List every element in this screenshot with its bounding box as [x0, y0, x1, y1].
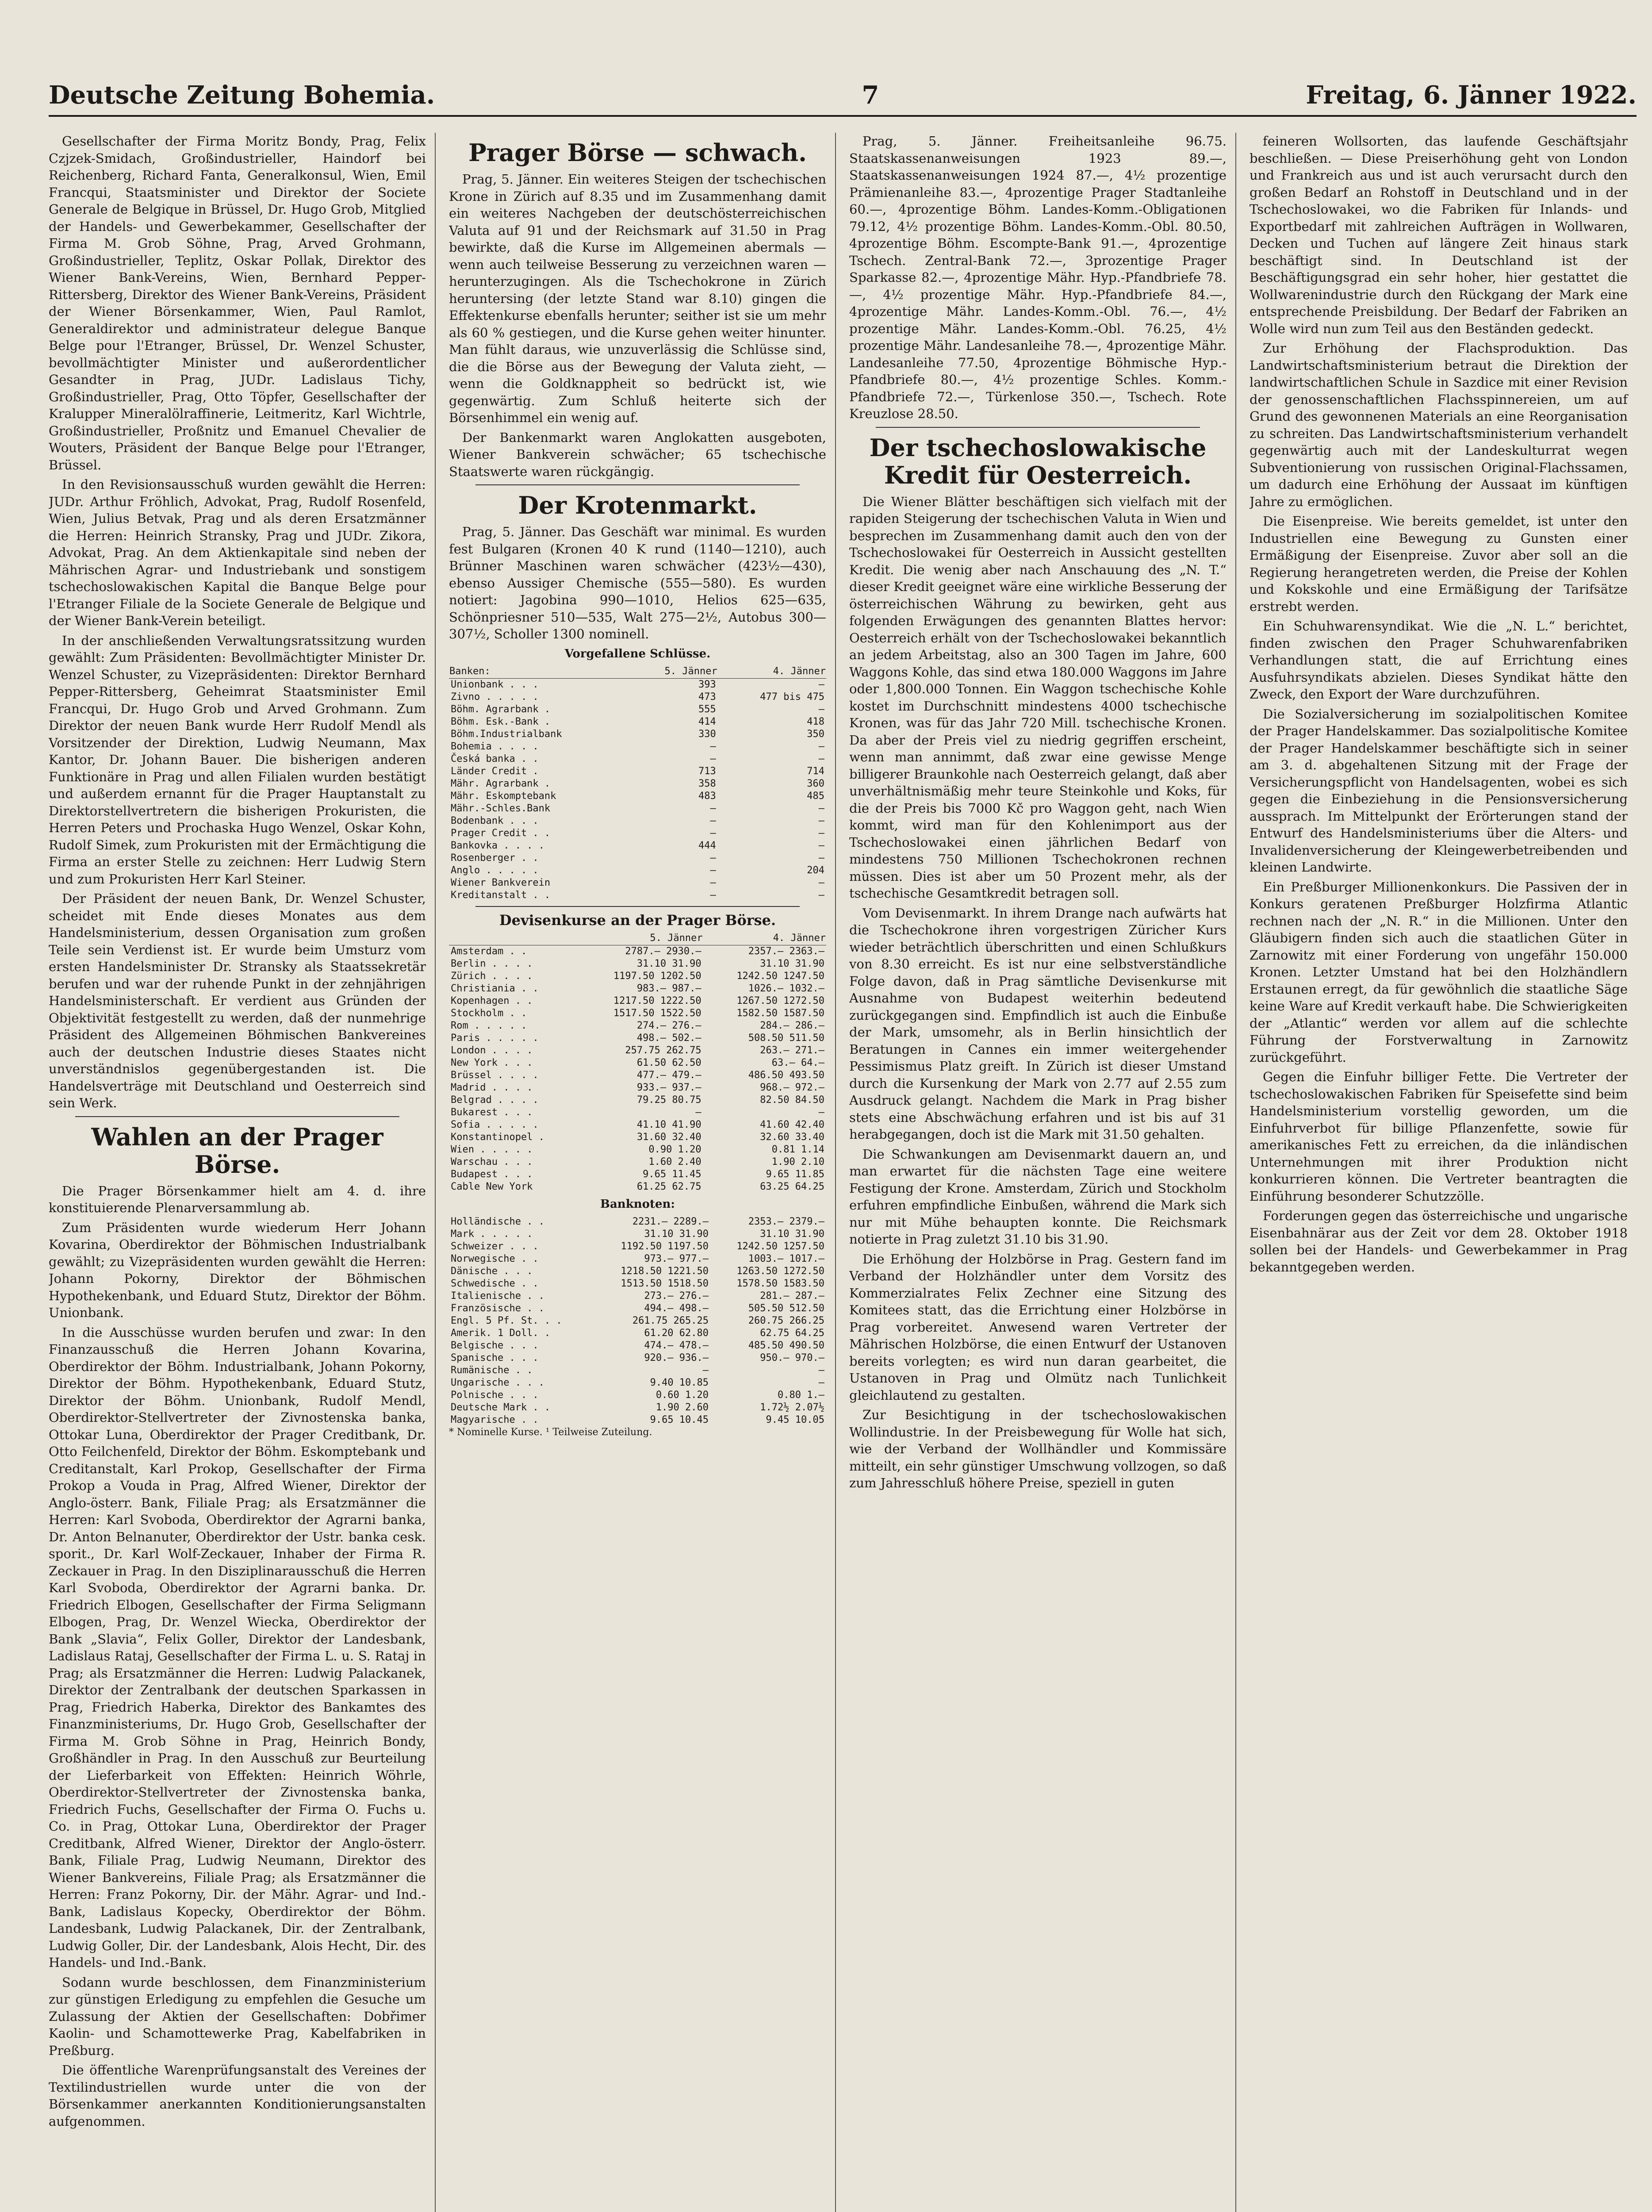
table-cell: Cable New York — [451, 1181, 533, 1192]
column-4 — [1250, 133, 1637, 2212]
table-row — [449, 716, 826, 728]
paragraph: Die Schwankungen am Devisenmarkt dauern an, und man erwartet für die nächsten Tage eine weitere Festigung der Krone. Amsterdam, Zürich und Stockholm erfuhren empfindliche Einbußen, während die Mark sich nur mit Mühe behaupten konnte. Die Reichsmark notierte in Prag zuletzt 31.10 bis 31.90. — [849, 1146, 1227, 1247]
table-row — [449, 852, 826, 864]
table-cell: — — [710, 890, 716, 901]
table-header-cell: 5. Jänner — [632, 665, 717, 679]
table-cell: Mähr. Agrarbank . — [451, 778, 551, 789]
table-cell: 1267.50 1272.50 — [736, 995, 824, 1006]
table-row — [449, 1240, 826, 1253]
table-cell: 260.75 266.25 — [748, 1315, 824, 1326]
divider — [475, 484, 800, 485]
table-cell: Stockholm . . — [451, 1008, 527, 1019]
table-row — [449, 877, 826, 889]
table-row — [449, 1302, 826, 1315]
table-header-cell: 5. Jänner — [580, 932, 703, 945]
divider — [75, 1116, 399, 1117]
table-cell: Warschau . . . — [451, 1156, 533, 1167]
paragraph: Zum Präsidenten wurde wiederum Herr Johann Kovarina, Oberdirektor der Böhmischen Industrialbank gewählt; zu Vizepräsidenten wurden gewählt die Herren: Johann Pokorny, Direktor der Böhmischen Hypothekenbank, und Eduard Stutz, Direktor der Böhm. Unionbank. — [49, 1220, 426, 1320]
table-title: Banknoten: — [600, 1198, 675, 1211]
table-cell: — — [818, 704, 824, 715]
table-cell: 485 — [807, 791, 824, 802]
table-cell: 1.90 2.10 — [771, 1156, 824, 1167]
paragraph: Ein Preßburger Millionenkonkurs. Die Passiven der in Konkurs geratenen Preßburger Holzfirma Atlantic rechnen nach der „N. R.“ in die Millionen. Unter den Gläubigern finden sich auch die staatlichen Güter in Zarnowitz mit einer Forderung von ungefähr 150.000 Kronen. Letzter Umstand hat bei den Holzhändlern Erstaunen erregt, da für gewöhnlich die staatliche Säge keine Ware auf Kredit verkauft habe. Die Schwierigkeiten der „Atlantic“ werden vor allem auf die schlechte Führung der Forstverwaltung in Zarnowitz zurückgeführt. — [1250, 879, 1628, 1065]
stock-table — [449, 665, 826, 902]
table-cell: 393 — [698, 679, 716, 690]
table-row — [449, 983, 826, 995]
table-row — [449, 1082, 826, 1094]
table-cell: Magyarische . . — [451, 1414, 539, 1425]
table-row — [449, 1181, 826, 1193]
table-cell: 483 — [698, 791, 716, 802]
table-row — [449, 1144, 826, 1156]
footnote: * Nominelle Kurse. ¹ Teilweise Zuteilung. — [449, 1426, 652, 1438]
table-cell: 41.10 41.90 — [636, 1119, 701, 1130]
table-cell: Länder Credit . — [451, 766, 539, 777]
table-cell: Rosenberger . . — [451, 853, 539, 864]
table-row — [449, 995, 826, 1007]
table-header-cell: 4. Jänner — [718, 665, 826, 679]
paragraph: In die Ausschüsse wurden berufen und zwar: In den Finanzausschuß die Herren Johann Kovarina, Oberdirektor der Böhm. Industrialbank, Johann Pokorny, Direktor der Böhm. Hypothekenbank, Eduard Stutz, Direktor der Böhm. Unionbank, Rudolf Mendl, Oberdirektor-Stellvertreter der Zivnostenska banka, Ottokar Luna, Oberdirektor der Prager Creditbank, Dr. Otto Feilchenfeld, Direktor der Böhm. Eskomptebank und Creditanstalt, Karl Prokop, Gesellschafter der Firma Prokop a Vouda in Prag, Alfred Wiener, Direktor der Anglo-österr. Bank, Filiale Prag; als Ersatzmänner die Herren: Karl Svoboda, Oberdirektor der Agrarni banka, Dr. Anton Belnanuter, Oberdirektor der Ustr. banka cesk. sporit., Dr. Karl Wolf-Zeckauer, Inhaber der Firma R. Zeckauer in Prag. In den Disziplinarausschuß die Herren Karl Svoboda, Oberdirektor der Agrarni banka. Dr. Friedrich Elbogen, Gesellschafter der Firma Seligmann Elbogen, Prag, Dr. Wenzel Wiecka, Oberdirektor der Bank „Slavia“, Felix Goller, Direktor der Landesbank, Ladislaus Rataj, Gesellschafter der Firma L. u. S. Rataj in Prag; als Ersatzmänner die Herren: Ludwig Palackanek, Direktor der Zentralbank der deutschen Sparkassen in Prag, Friedrich Haberka, Direktor des Bankamtes des Finanzministeriums, Dr. Hugo Grob, Gesellschafter der Firma M. Grob Söhne in Prag, Heinrich Bondy, Großhändler in Prag. In den Ausschuß zur Beurteilung der Lieferbarkeit von Effekten: Heinrich Wöhrle, Oberdirektor-Stellvertreter der Zivnostenska banka, Friedrich Fuchs, Gesellschafter der Firma O. Fuchs u. Co. in Prag, Ottokar Luna, Oberdirektor der Prager Creditbank, Alfred Wiener, Direktor der Anglo-österr. Bank, Filiale Prag, Ludwig Neumann, Direktor des Wiener Bankvereins, Filiale Prag; als Ersatzmänner die Herren: Franz Pokorny, Dir. der Mähr. Agrar- und Ind.-Bank, Ladislaus Kopecky, Oberdirektor der Böhm. Landesbank, Ludwig Palackanek, Dir. der Zentralbank, Ludwig Goller, Dir. der Landesbank, Alois Hecht, Dir. des Handels- und Ind.-Bank. — [49, 1325, 426, 1970]
paragraph: In der anschließenden Verwaltungsratssitzung wurden gewählt: Zum Präsidenten: Bevollmächtigter Minister Dr. Wenzel Schuster, zu Vizepräsidenten: Direktor Bernhard Pepper-Rittersberg, Geheimrat Staatsminister Emil Francqui, Dr. Hugo Grob und Arved Grohmann. Zum Direktor der neuen Bank wurde Herr Rudolf Mendl als Vorsitzender der Direktion, Ludwig Neumann, Max Kantor, Dr. Johann Bauer. Die bisherigen anderen Funktionäre in Prag und allen Filialen wurden bestätigt und außerdem ernannt für die Prager Hauptanstalt zu Direktorstellvertretern die bisherigen Prokuristen, die Herren Peters und Prochaska Hugo Wenzel, Oskar Kohn, Rudolf Simek, zum Prokuristen mit der Ermächtigung die Firma an erster Stelle zu zeichnen: Herr Ludwig Stern und zum Prokuristen Herr Karl Steiner. — [49, 633, 426, 887]
table-cell: 31.60 32.40 — [636, 1132, 701, 1143]
table-cell: London . . . . — [451, 1045, 533, 1056]
paragraph: Die Wiener Blätter beschäftigen sich vielfach mit der rapiden Steigerung der tschechischen Valuta in Wien und besprechen im Zusammenhang damit auch den von der Tschechoslowakei für Oesterreich in Aussicht gestellten Kredit. Die wenig aber nach Anschauung des „N. T.“ dieser Kredit geeignet wäre eine wirkliche Besserung der österreichischen Währung zu bewirken, geht aus folgenden Erwägungen des genannten Blattes hervor: Oesterreich erhält von der Tschechoslowakei bekanntlich an jedem Arbeitstag, also an 300 Tagen im Jahre, 600 Waggons Kohle, das sind etwa 180.000 Waggons im Jahre oder 1,800.000 Tonnen. Ein Waggon tschechische Kohle kostet im Durchschnitt mindestens 4000 tschechische Kronen, was für das Jahr 720 Mill. tschechische Kronen. Da aber der Preis viel zu niedrig gegriffen erscheint, wenn man annimmt, daß zwar eine gewisse Menge billigerer Braunkohle nach Oesterreich gelangt, daß aber unverhältnismäßig mehr teure Steinkohle und Koks, für die der Preis bis 7000 Kč pro Waggon geht, nach Wien kommt, wird man für den Kohlenimport aus der Tschechoslowakei einen jährlichen Bedarf von mindestens 750 Millionen Tschechokronen rechnen müssen. Dies ist aber um 50 Prozent mehr, als der tschechische Gesamtkredit betragen soll. — [849, 494, 1227, 901]
table-cell: 477 bis 475 — [760, 691, 824, 703]
article-heading: Der Krotenmarkt. — [518, 491, 757, 519]
table-cell: 933.— 937.— — [636, 1082, 701, 1093]
table-cell: 1217.50 1222.50 — [613, 995, 701, 1006]
table-row — [449, 970, 826, 983]
page-header — [49, 75, 1637, 117]
article-heading: Der tschechoslowakische Kredit für Oesterreich. — [869, 433, 1207, 489]
table-row — [449, 1402, 826, 1414]
table-cell: 32.60 33.40 — [760, 1132, 824, 1143]
table-row — [449, 1032, 826, 1045]
table-cell: Böhm. Esk.-Bank . — [451, 716, 551, 727]
table-cell: 82.50 84.50 — [760, 1094, 824, 1106]
table-row — [449, 1106, 826, 1119]
table-cell: 2357.— 2363.— — [748, 946, 824, 957]
table-cell: — — [818, 1107, 824, 1118]
table-cell: Norwegische . . — [451, 1253, 539, 1264]
table-cell: 414 — [698, 716, 716, 727]
table-cell: 1197.50 1202.50 — [613, 971, 701, 982]
table-cell: 61.20 62.80 — [644, 1327, 709, 1339]
paragraph: feineren Wollsorten, das laufende Geschäftsjahr beschließen. — Diese Preiserhöhung geht von London und Frankreich aus und ist auch verursacht durch den großen Bedarf an Rohstoff in Deutschland und in der Tschechoslowakei, wo die Fabriken für Inlands- und Exportbedarf mit zahlreichen Aufträgen in Wollwaren, Decken und Tuchen auf längere Zeit hinaus stark beschäftigt sind. In Deutschland ist der Beschäftigungsgrad ein sehr hoher, hier gestattet die Wollwarenindustrie durch den Rückgang der Mark eine entsprechende Preisbildung. Der Bedarf der Fabriken an Wolle wird nun zum Teil aus den Beständen gedeckt. — [1250, 134, 1628, 336]
table-cell: 477.— 479.— — [636, 1070, 701, 1081]
table-cell: 1578.50 1583.50 — [736, 1278, 824, 1289]
columns — [49, 133, 1637, 2212]
table-row — [449, 1216, 826, 1228]
table-cell: Engl. 5 Pf. St. . . — [451, 1315, 562, 1326]
table-cell: — — [818, 853, 824, 864]
table-cell: — — [710, 853, 716, 864]
table-row — [449, 815, 826, 827]
table-cell: 0.90 1.20 — [648, 1144, 701, 1155]
table-cell: 1218.50 1221.50 — [621, 1265, 709, 1277]
table-cell: Bankovka . . . . — [451, 840, 544, 851]
paragraph: Der Bankenmarkt waren Anglokatten ausgeboten, Wiener Bankverein schwächer; 65 tschechische Staatswerte waren rückgängig. — [449, 430, 826, 479]
table-cell: 261.75 265.25 — [632, 1315, 709, 1326]
table-row — [449, 741, 826, 753]
table-cell: 62.75 64.25 — [760, 1327, 824, 1339]
table-cell: 358 — [698, 778, 716, 789]
table-cell: 257.75 262.75 — [625, 1045, 701, 1056]
table-cell: 920.— 936.— — [644, 1352, 709, 1363]
table-cell: Deutsche Mark . . — [451, 1402, 551, 1413]
table-cell: 1582.50 1587.50 — [736, 1008, 824, 1019]
table-cell: Amsterdam . . — [451, 946, 527, 957]
table-row — [449, 889, 826, 902]
table-cell: 0.80 1.— — [778, 1389, 824, 1401]
paragraph: Prag, 5. Jänner. Das Geschäft war minimal. Es wurden fest Bulgaren (Kronen 40 K rund (1140—1210), auch Brünner Maschinen waren schwächer (423½—430), ebenso Aussiger Chemische (555—580). Es wurden notiert: Jagobina 990—1010, Helios 625—635, Schönpriesner 510—535, Walt 275—2½, Autobus 300—307½, Scholler 1300 nominell. — [449, 524, 826, 641]
table-cell: Mähr. Eskomptebank — [451, 791, 556, 802]
table-header-cell: 4. Jänner — [703, 932, 826, 945]
table-cell: 2231.— 2289.— — [632, 1216, 709, 1227]
table-cell: Polnische . . . — [451, 1389, 539, 1401]
table-cell: 360 — [807, 778, 824, 789]
table-cell: Konstantinopel . — [451, 1132, 544, 1143]
table-cell: 444 — [698, 840, 716, 851]
paragraph: Zur Besichtigung in der tschechoslowakischen Wollindustrie. In der Preisbewegung für Wolle hat sich, wie der Verband der Wollhändler und Kommissäre mitteilt, ein sehr günstiger Umschwung vollzogen, so daß zum Jahresschluß höhere Preise, speziell in guten — [849, 1407, 1227, 1490]
paragraph: Forderungen gegen das österreichische und ungarische Eisenbahnärar aus der Zeit vor dem 28. Oktober 1918 sollen bei der Handels- und Gewerbekammer in Prag bekanntgegeben werden. — [1250, 1208, 1628, 1275]
table-cell: — — [818, 815, 824, 826]
currency-table — [449, 932, 826, 1193]
table-cell: 1.90 2.60 — [655, 1402, 709, 1413]
table-cell: — — [818, 803, 824, 814]
table-cell: Česká banka . . — [451, 753, 539, 764]
newspaper-title: Deutsche Zeitung Bohemia. — [49, 81, 435, 110]
table-cell: — — [702, 1364, 709, 1376]
table-row — [449, 1352, 826, 1364]
table-row — [449, 753, 826, 765]
table-row — [449, 864, 826, 877]
table-row — [449, 765, 826, 778]
table-row — [449, 1315, 826, 1327]
table-row — [449, 1069, 826, 1082]
table-row — [449, 945, 826, 958]
table-row — [449, 1168, 826, 1181]
table-row — [449, 778, 826, 790]
table-cell: 473 — [698, 691, 716, 703]
banknote-table — [449, 1216, 826, 1426]
table-cell: 204 — [807, 865, 824, 876]
table-cell: 273.— 276.— — [644, 1290, 709, 1302]
table-cell: 31.10 31.90 — [760, 958, 824, 969]
table-row — [449, 1377, 826, 1389]
table-cell: 281.— 287.— — [760, 1290, 824, 1302]
table-row — [449, 803, 826, 815]
table-cell: New York . . . — [451, 1057, 533, 1068]
table-cell: 2353.— 2379.— — [748, 1216, 824, 1227]
table-cell: 950.— 970.— — [760, 1352, 824, 1363]
table-cell: Mähr.-Schles.Bank — [451, 803, 551, 814]
table-cell: 498.— 502.— — [636, 1033, 701, 1044]
table-cell: Anglo . . . . . — [451, 865, 539, 876]
table-title: Vorgefallene Schlüsse. — [564, 647, 711, 661]
table-row — [449, 1057, 826, 1069]
table-cell: Bodenbank . . . — [451, 815, 539, 826]
paragraph: Die Sozialversicherung im sozialpolitischen Komitee der Prager Handelskammer. Das sozialpolitische Komitee der Prager Handelskammer beschäftigte sich in seiner am 3. d. abgehaltenen Sitzung mit der Frage der Versicherungspflicht von Handelsagenten, wobei es sich gegen die Einbeziehung in die Pensionsversicherung aussprach. Im Mittelpunkt der Erörterungen stand der Entwurf des Handelsministeriums über die Alters- und Invalidenversicherung der Kleingewerbetreibenden und kleinen Landwirte. — [1250, 706, 1628, 875]
table-cell: 0.81 1.14 — [771, 1144, 824, 1155]
table-row — [449, 958, 826, 970]
table-cell: 9.65 10.45 — [650, 1414, 709, 1425]
table-cell: 714 — [807, 766, 824, 777]
table-cell: Unionbank . . . — [451, 679, 539, 690]
page-number: 7 — [862, 81, 879, 110]
table-cell: 1192.50 1197.50 — [621, 1240, 709, 1252]
paragraph: Die Eisenpreise. Wie bereits gemeldet, ist unter den Industriellen eine Bewegung zu Gunsten einer Ermäßigung der Eisenpreise. Zuvor aber soll an die Regierung herangetreten werden, die Preise der Kohlen und Kokskohle und eine Ermäßigung der Tarifsätze erstrebt werden. — [1250, 514, 1628, 614]
table-cell: Wien . . . . . — [451, 1144, 533, 1155]
table-cell: Kopenhagen . . — [451, 995, 533, 1006]
table-cell: Zürich . . . . — [451, 971, 533, 982]
table-cell: 63.— 64.— — [771, 1057, 824, 1068]
table-cell: 1003.— 1017.— — [748, 1253, 824, 1264]
article-heading: Wahlen an der Prager Börse. — [91, 1122, 383, 1179]
paragraph: Die öffentliche Warenprüfungsanstalt des Vereines der Textilindustriellen wurde unter die von der Börsenkammer anerkannten Konditionierungsanstalten aufgenommen. — [49, 2062, 426, 2129]
table-cell: Schweizer . . . — [451, 1240, 539, 1252]
paragraph: Prag, 5. Jänner. Ein weiteres Steigen der tschechischen Krone in Zürich auf 8.35 und im Zusammenhang damit ein weiteres Nachgeben der deutschösterreichischen Valuta auf 91 und der Reichsmark auf 31.50 in Prag bewirkte, daß die Kurse im Allgemeinen abermals — wenn auch teilweise Besserung zu verzeichnen waren — herunterzugingen. Als die Tschechokrone in Zürich heruntersing (der letzte Stand war 8.10) gingen die Effektenkurse ebenfalls herunter; seither ist sie um mehr als 60 % gestiegen, und die Kurse gehen weiter hinunter. Man fühlt daraus, wie unzuverlässig die Schlüsse sind, die die Börse aus der Bewegung der Valuta zieht, — wenn die Goldknappheit so bedrückt ist, wie gegenwärtig. Zum Schluß heiterte sich der Börsenhimmel ein wenig auf. — [449, 172, 826, 425]
column-2 — [449, 133, 836, 2212]
table-cell: 350 — [807, 729, 824, 740]
table-row — [449, 703, 826, 716]
table-cell: 2787.— 2930.— — [625, 946, 701, 957]
table-cell: — — [710, 828, 716, 839]
table-cell: — — [818, 890, 824, 901]
table-cell: — — [818, 877, 824, 888]
table-cell: — — [818, 828, 824, 839]
table-cell: — — [710, 741, 716, 752]
paragraph: Vom Devisenmarkt. In ihrem Drange nach aufwärts hat die Tschechokrone ihren vorgestrigen Züricher Kurs wieder beträchtlich überschritten und einen Schlußkurs von 8.30 erreicht. Es ist nur eine selbstverständliche Folge davon, daß in Prag sämtliche Devisenkurse mit Ausnahme von Budapest weiterhin bedeutend zurückgegangen sind. Empfindlich ist auch die Einbuße der Mark, umsomehr, als in Berlin hinsichtlich der Beratungen in Cannes ein immer weitergehender Pessimismus Platz greift. In Zürich ist dieser Umstand durch die Kursenkung der Mark von 2.77 auf 2.55 zum Ausdruck gelangt. Nachdem die Mark in Prag bisher stets eine Abschwächung erfahren und ist bis auf 31 herabgegangen, doch ist die Mark mit 31.50 gehalten. — [849, 905, 1227, 1142]
paragraph: Der Präsident der neuen Bank, Dr. Wenzel Schuster, scheidet mit Ende dieses Monates aus dem Handelsministerium, dessen Organisation zum großen Teile sein Verdienst ist. Er wurde beim Umsturz vom ersten Handelsminister Dr. Stransky als Staatssekretär berufen und war der ruhende Punkt in der zehnjährigen Handelsministerschaft. Er verdient aus Gründen der Objektivität festgestellt zu werden, daß der nunmehrige Präsident des Allgemeinen Böhmischen Bankvereines auch der deutschen Industrie dieses Staates nicht unverständnislos gegenübergestanden ist. Die Handelsverträge mit Deutschland und Oesterreich sind sein Werk. — [49, 891, 426, 1110]
table-cell: — — [710, 865, 716, 876]
table-cell: 1.72½ 2.07½ — [760, 1402, 824, 1413]
table-row — [449, 1007, 826, 1020]
table-cell: 1.60 2.40 — [648, 1156, 701, 1167]
table-cell: 713 — [698, 766, 716, 777]
table-cell: 1517.50 1522.50 — [613, 1008, 701, 1019]
table-cell: 79.25 80.75 — [636, 1094, 701, 1106]
table-cell: — — [710, 803, 716, 814]
table-cell: 968.— 972.— — [760, 1082, 824, 1093]
column-1 — [49, 133, 436, 2212]
table-row — [449, 827, 826, 840]
table-cell: 63.25 64.25 — [760, 1181, 824, 1192]
table-cell: Amerik. 1 Doll. . — [451, 1327, 551, 1339]
table-cell: Madrid . . . . — [451, 1082, 533, 1093]
table-cell: Rumänische . . — [451, 1364, 533, 1376]
table-row — [449, 1119, 826, 1131]
table-row — [449, 1045, 826, 1057]
table-cell: Französische . . — [451, 1302, 544, 1314]
paragraph: Sodann wurde beschlossen, dem Finanzministerium zur günstigen Erledigung zu empfehlen die Gesuche um Zulassung der Aktien der Gesellschaften: Dobřimer Kaolin- und Schamottewerke Prag, Kabelfabriken in Preßburg. — [49, 1974, 426, 2058]
table-cell: 31.10 31.90 — [636, 958, 701, 969]
article-heading: Prager Börse — schwach. — [468, 138, 807, 167]
table-row — [449, 1278, 826, 1290]
table-cell: Böhm.Industrialbank — [451, 729, 562, 740]
table-cell: — — [710, 877, 716, 888]
table-heading: Devisenkurse an der Prager Börse. — [499, 912, 776, 929]
paragraph: Prag, 5. Jänner. Freiheitsanleihe 96.75. Staatskassenanweisungen 1923 89.—, Staatskassenanweisungen 1924 87.—, 4½ prozentige Prämienanleihe 83.—, 4prozentige Prager Stadtanleihe 60.—, 4prozentige Böhm. Landes-Komm.-Obligationen 79.12, 4½ prozentige Böhm. Landes-Komm.-Obl. 80.50, 4prozentige Böhm. Escompte-Bank 91.—, 4prozentige Tschech. Zentral-Bank 72.—, 3prozentige Prager Sparkasse 82.—, 4prozentige Mähr. Hyp.-Pfandbriefe 78.—, 4½ prozentige Mähr. Hyp.-Pfandbriefe 84.—, 4prozentige Mähr. Landes-Komm.-Obl. 76.—, 4½ prozentige Mähr. Landes-Komm.-Obl. 76.25, 4½ prozentige Mähr. Landesanleihe 78.—, 4prozentige Mähr. Landesanleihe 77.50, 4prozentige Böhmische Hyp.-Pfandbriefe 80.—, 4½ prozentige Schles. Komm.-Pfandbriefe 72.—, Türkenlose 350.—, Tschech. Rote Kreuzlose 28.50. — [849, 134, 1227, 421]
divider — [876, 427, 1200, 428]
table-cell: 474.— 478.— — [644, 1340, 709, 1351]
table-cell: Ungarische . . . — [451, 1377, 544, 1388]
table-cell: 9.45 10.05 — [766, 1414, 824, 1425]
table-cell: — — [818, 1377, 824, 1388]
table-cell: 1242.50 1247.50 — [736, 971, 824, 982]
table-cell: Budapest . . . — [451, 1169, 533, 1180]
table-cell: 41.60 42.40 — [760, 1119, 824, 1130]
table-cell: 1263.50 1272.50 — [736, 1265, 824, 1277]
table-cell: 983.— 987.— — [636, 983, 701, 994]
table-cell: 508.50 511.50 — [748, 1033, 824, 1044]
table-cell: Paris . . . . . — [451, 1033, 539, 1044]
column-3 — [849, 133, 1236, 2212]
table-cell: 61.25 62.75 — [636, 1181, 701, 1192]
table-row — [449, 1340, 826, 1352]
table-cell: — — [818, 1364, 824, 1376]
table-cell: 486.50 493.50 — [748, 1070, 824, 1081]
table-cell: Böhm. Agrarbank . — [451, 704, 551, 715]
paragraph: Zur Erhöhung der Flachsproduktion. Das Landwirtschaftsministerium betraut die Direktion der landwirtschaftlichen Schule in Sazdice mit einer Revision der genossenschaftlichen Flachsspinnereien, um auf Grund des gewonnenen Materials an eine Reorganisation zu schreiten. Das Landwirtschaftsministerium verhandelt gegenwärtig auch mit der Landeskulturrat wegen Subventionierung von russischen Original-Flachssamen, um dadurch eine Erhöhung der Aussaat im künftigen Jahre zu ermöglichen. — [1250, 341, 1628, 509]
table-cell: 31.10 31.90 — [760, 1228, 824, 1240]
table-cell: 263.— 271.— — [760, 1045, 824, 1056]
table-cell: 284.— 286.— — [760, 1020, 824, 1031]
table-cell: Brüssel . . . . — [451, 1070, 539, 1081]
table-cell: Dänische . . . — [451, 1265, 533, 1277]
table-row — [449, 1094, 826, 1106]
table-cell: Berlin . . . . — [451, 958, 533, 969]
table-row — [449, 691, 826, 703]
table-cell: Holländische . . — [451, 1216, 544, 1227]
table-header-cell: Banken: — [449, 665, 632, 679]
table-cell: 973.— 977.— — [644, 1253, 709, 1264]
paragraph: Gesellschafter der Firma Moritz Bondy, Prag, Felix Czjzek-Smidach, Großindustrieller, Haindorf bei Reichenberg, Richard Fanta, Generalkonsul, Wien, Emil Francqui, Staatsminister und Direktor der Societe Generale de Belgique in Brüssel, Dr. Hugo Grob, Mitglied der Handels- und Gewerbekammer, Gesellschafter der Firma M. Grob Söhne, Prag, Arved Grohmann, Großindustrieller, Teplitz, Oskar Pollak, Direktor des Wiener Bank-Vereins, Wien, Bernhard Pepper-Rittersberg, Direktor des Wiener Bank-Vereins, Präsident der Wiener Börsenkammer, Wien, Paul Ramlot, Generaldirektor und administrateur delegue Banque Belge pour l'Etranger, Brüssel, Dr. Wenzel Schuster, bevollmächtigter Minister und außerordentlicher Gesandter in Prag, JUDr. Ladislaus Tichy, Großindustrieller, Prag, Otto Töpfer, Gesellschafter der Kralupper Mineralölraffinerie, Leitmeritz, Karl Wichtrle, Großindustrieller, Proßnitz und Emanuel Chevalier de Wouters, Präsident der Banque Belge pour l'Etranger, Brüssel. — [49, 134, 426, 472]
table-cell: Mark . . . . . — [451, 1228, 533, 1240]
table-cell: Wiener Bankverein — [451, 877, 551, 888]
table-cell: Kreditanstalt . . — [451, 890, 551, 901]
table-cell: — — [818, 741, 824, 752]
paragraph: Gegen die Einfuhr billiger Fette. Die Vertreter der tschechoslowakischen Fabriken für Speisefette sind beim Handelsministerium vorstellig geworden, um die Einfuhrverbot für billige Pflanzenfette, sowie für amerikanisches Fett zu erreichen, da die inländischen Unternehmungen mit ihrer Produktion nicht konkurrieren können. Die Vertreter beantragten die Einführung besonderer Schutzzölle. — [1250, 1069, 1628, 1204]
issue-date: Freitag, 6. Jänner 1922. — [1306, 81, 1637, 110]
table-cell: 9.65 11.45 — [643, 1169, 701, 1180]
table-cell: — — [710, 753, 716, 764]
table-cell: 505.50 512.50 — [748, 1302, 824, 1314]
table-row — [449, 1156, 826, 1168]
paragraph: Ein Schuhwarensyndikat. Wie die „N. L.“ berichtet, finden zwischen den Prager Schuhwarenfabriken Verhandlungen statt, die auf Errichtung eines Ausfuhrsyndikats abzielen. Dieses Syndikat hätte den Zweck, den Export der Ware durchzuführen. — [1250, 618, 1628, 702]
table-cell: 555 — [698, 704, 716, 715]
table-cell: — — [710, 815, 716, 826]
table-row — [449, 1290, 826, 1302]
table-cell: Italienische . . — [451, 1290, 544, 1302]
table-row — [449, 1265, 826, 1278]
table-cell: 274.— 276.— — [636, 1020, 701, 1031]
table-row — [449, 1253, 826, 1265]
table-cell: Bukarest . . . — [451, 1107, 533, 1118]
table-row — [449, 1327, 826, 1340]
table-row — [449, 1131, 826, 1144]
table-cell: 9.40 10.85 — [650, 1377, 709, 1388]
table-row — [449, 1414, 826, 1426]
table-cell: 330 — [698, 729, 716, 740]
paragraph: Die Prager Börsenkammer hielt am 4. d. ihre konstituierende Plenarversammlung ab. — [49, 1183, 426, 1215]
table-cell: 31.10 31.90 — [644, 1228, 709, 1240]
table-row — [449, 728, 826, 741]
table-cell: Sofia . . . . . — [451, 1119, 539, 1130]
table-cell: Bohemia . . . . — [451, 741, 539, 752]
table-cell: 494.— 498.— — [644, 1302, 709, 1314]
paragraph: Die Erhöhung der Holzbörse in Prag. Gestern fand im Verband der Holzhändler unter dem Vorsitz des Kommerzialrates Felix Zechner eine Sitzung des Komitees statt, das die Errichtung einer Holzbörse in Prag vorbereitet. Anwesend waren Vertreter der Mährischen Holzbörse, die einen Entwurf der Ustanoven bereits vorlegten; es wird nun daran gearbeitet, die Ustanoven in Prag und Olmütz nach Tunlichkeit gleichlautend zu gestalten. — [849, 1251, 1227, 1403]
table-cell: 61.50 62.50 — [636, 1057, 701, 1068]
table-cell: Spanische . . . — [451, 1352, 539, 1363]
table-cell: 9.65 11.85 — [766, 1169, 824, 1180]
table-cell: Zivno . . . . . — [451, 691, 539, 703]
table-row — [449, 790, 826, 803]
table-cell: 418 — [807, 716, 824, 727]
table-row — [449, 679, 826, 691]
table-cell: — — [818, 840, 824, 851]
table-row — [449, 1020, 826, 1032]
table-row — [449, 840, 826, 852]
table-cell: Belgische . . . — [451, 1340, 539, 1351]
divider — [475, 906, 800, 907]
table-cell: 1513.50 1518.50 — [621, 1278, 709, 1289]
table-row — [449, 1364, 826, 1377]
table-cell: 1242.50 1257.50 — [736, 1240, 824, 1252]
table-cell: Belgrad . . . . — [451, 1094, 539, 1106]
table-cell: — — [695, 1107, 701, 1118]
table-cell: Rom . . . . . — [451, 1020, 527, 1031]
table-cell: 0.60 1.20 — [655, 1389, 709, 1401]
table-row — [449, 1389, 826, 1402]
table-cell: Christiania . . — [451, 983, 539, 994]
table-cell: 485.50 490.50 — [748, 1340, 824, 1351]
table-cell: — — [818, 679, 824, 690]
table-cell: Schwedische . . — [451, 1278, 539, 1289]
table-row — [449, 1228, 826, 1240]
table-cell: 1026.— 1032.— — [748, 983, 824, 994]
table-header-cell — [449, 932, 580, 945]
paragraph: In den Revisionsausschuß wurden gewählt die Herren: JUDr. Arthur Fröhlich, Advokat, Prag, Rudolf Rosenfeld, Wien, Julius Betvak, Prag und als deren Ersatzmänner die Herren: Heinrich Stransky, Prag und JUDr. Zikora, Advokat, Prag. An dem Aktienkapitale sind neben der Mährischen Agrar- und Industriebank und sonstigem tschechoslowakischen Kapital die Banque Belge pour l'Etranger Filiale de la Societe Generale de Belgique und der Wiener Bank-Verein beteiligt. — [49, 477, 426, 628]
table-cell: — — [818, 753, 824, 764]
table-cell: Prager Credit . . — [451, 828, 551, 839]
